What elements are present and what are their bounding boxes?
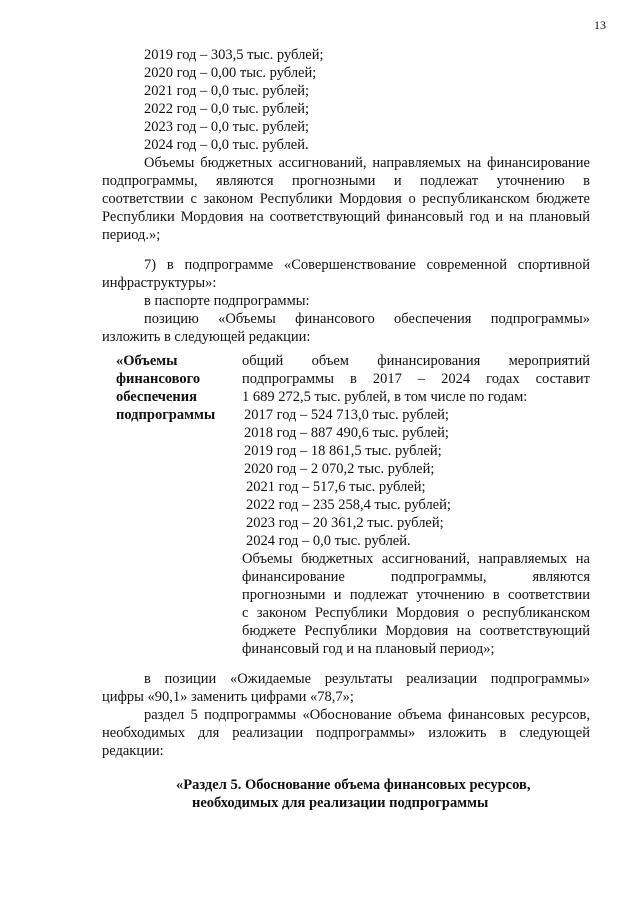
- paragraph-line: подпрограммы, являются прогнозными и подлежат уточнению в: [102, 173, 590, 189]
- section5-line: необходимых для реализации подпрограммы» изложить в следующей: [102, 725, 590, 741]
- table-year-line: 2024 год – 0,0 тыс. рублей.: [246, 533, 411, 549]
- item-7-line: 7) в подпрограмме «Совершенствование современной спортивной: [144, 257, 590, 273]
- passport-line: в паспорте подпрограммы:: [144, 293, 310, 309]
- page-number: 13: [594, 18, 606, 32]
- results-line: цифры «90,1» заменить цифрами «78,7»;: [102, 689, 354, 705]
- table-closing-line: финансовый год и на плановый период»;: [242, 641, 495, 657]
- position-line: позицию «Объемы финансового обеспечения подпрограммы»: [144, 311, 590, 327]
- table-year-line: 2018 год – 887 490,6 тыс. рублей;: [244, 425, 449, 441]
- section5-line: раздел 5 подпрограммы «Обоснование объема финансовых ресурсов,: [144, 707, 590, 723]
- section-heading: «Раздел 5. Обоснование объема финансовых ресурсов,: [176, 777, 531, 793]
- table-label-line: «Объемы: [116, 353, 178, 369]
- paragraph-line: соответствии с законом Республики Мордовия о республиканском бюджете: [102, 191, 590, 207]
- table-closing-line: Объемы бюджетных ассигнований, направляемых на: [242, 551, 590, 567]
- table-closing-line: бюджете Республики Мордовия на соответствующий: [242, 623, 590, 639]
- table-label-line: обеспечения: [116, 389, 197, 405]
- table-label-line: финансового: [116, 371, 201, 387]
- table-year-line: 2019 год – 18 861,5 тыс. рублей;: [244, 443, 442, 459]
- table-label: [116, 352, 236, 424]
- table-closing-line: финансирование подпрограммы, являются: [242, 569, 590, 585]
- year-line: 2021 год – 0,0 тыс. рублей;: [144, 83, 310, 99]
- table-year-line: 2017 год – 524 713,0 тыс. рублей;: [244, 407, 449, 423]
- item-7-line: инфраструктуры»:: [102, 275, 217, 291]
- paragraph-line: Объемы бюджетных ассигнований, направляемых на финансирование: [144, 155, 590, 171]
- year-line: 2020 год – 0,00 тыс. рублей;: [144, 65, 317, 81]
- table-intro-line: общий объем финансирования мероприятий: [242, 353, 590, 369]
- paragraph-line: период.»;: [102, 227, 161, 243]
- position-line: изложить в следующей редакции:: [102, 329, 311, 345]
- section-heading: необходимых для реализации подпрограммы: [192, 795, 489, 811]
- year-line: 2022 год – 0,0 тыс. рублей;: [144, 101, 310, 117]
- table-intro-line: 1 689 272,5 тыс. рублей, в том числе по годам:: [242, 389, 528, 405]
- paragraph-line: Республики Мордовия на соответствующий финансовый год и на плановый: [102, 209, 590, 225]
- table-label-line: подпрограммы: [116, 407, 216, 423]
- table-year-line: 2022 год – 235 258,4 тыс. рублей;: [246, 497, 451, 513]
- table-closing-line: с законом Республики Мордовия о республиканском: [242, 605, 590, 621]
- section5-line: редакции:: [102, 743, 164, 759]
- year-line: 2019 год – 303,5 тыс. рублей;: [144, 47, 324, 63]
- table-year-line: 2020 год – 2 070,2 тыс. рублей;: [244, 461, 435, 477]
- table-closing-line: прогнозными и подлежат уточнению в соответствии: [242, 587, 590, 603]
- results-line: в позиции «Ожидаемые результаты реализации подпрограммы»: [144, 671, 590, 687]
- year-line: 2024 год – 0,0 тыс. рублей.: [144, 137, 309, 153]
- year-line: 2023 год – 0,0 тыс. рублей;: [144, 119, 310, 135]
- table-year-line: 2023 год – 20 361,2 тыс. рублей;: [246, 515, 444, 531]
- table-intro-line: подпрограммы в 2017 – 2024 годах составит: [242, 371, 590, 387]
- table-year-line: 2021 год – 517,6 тыс. рублей;: [246, 479, 426, 495]
